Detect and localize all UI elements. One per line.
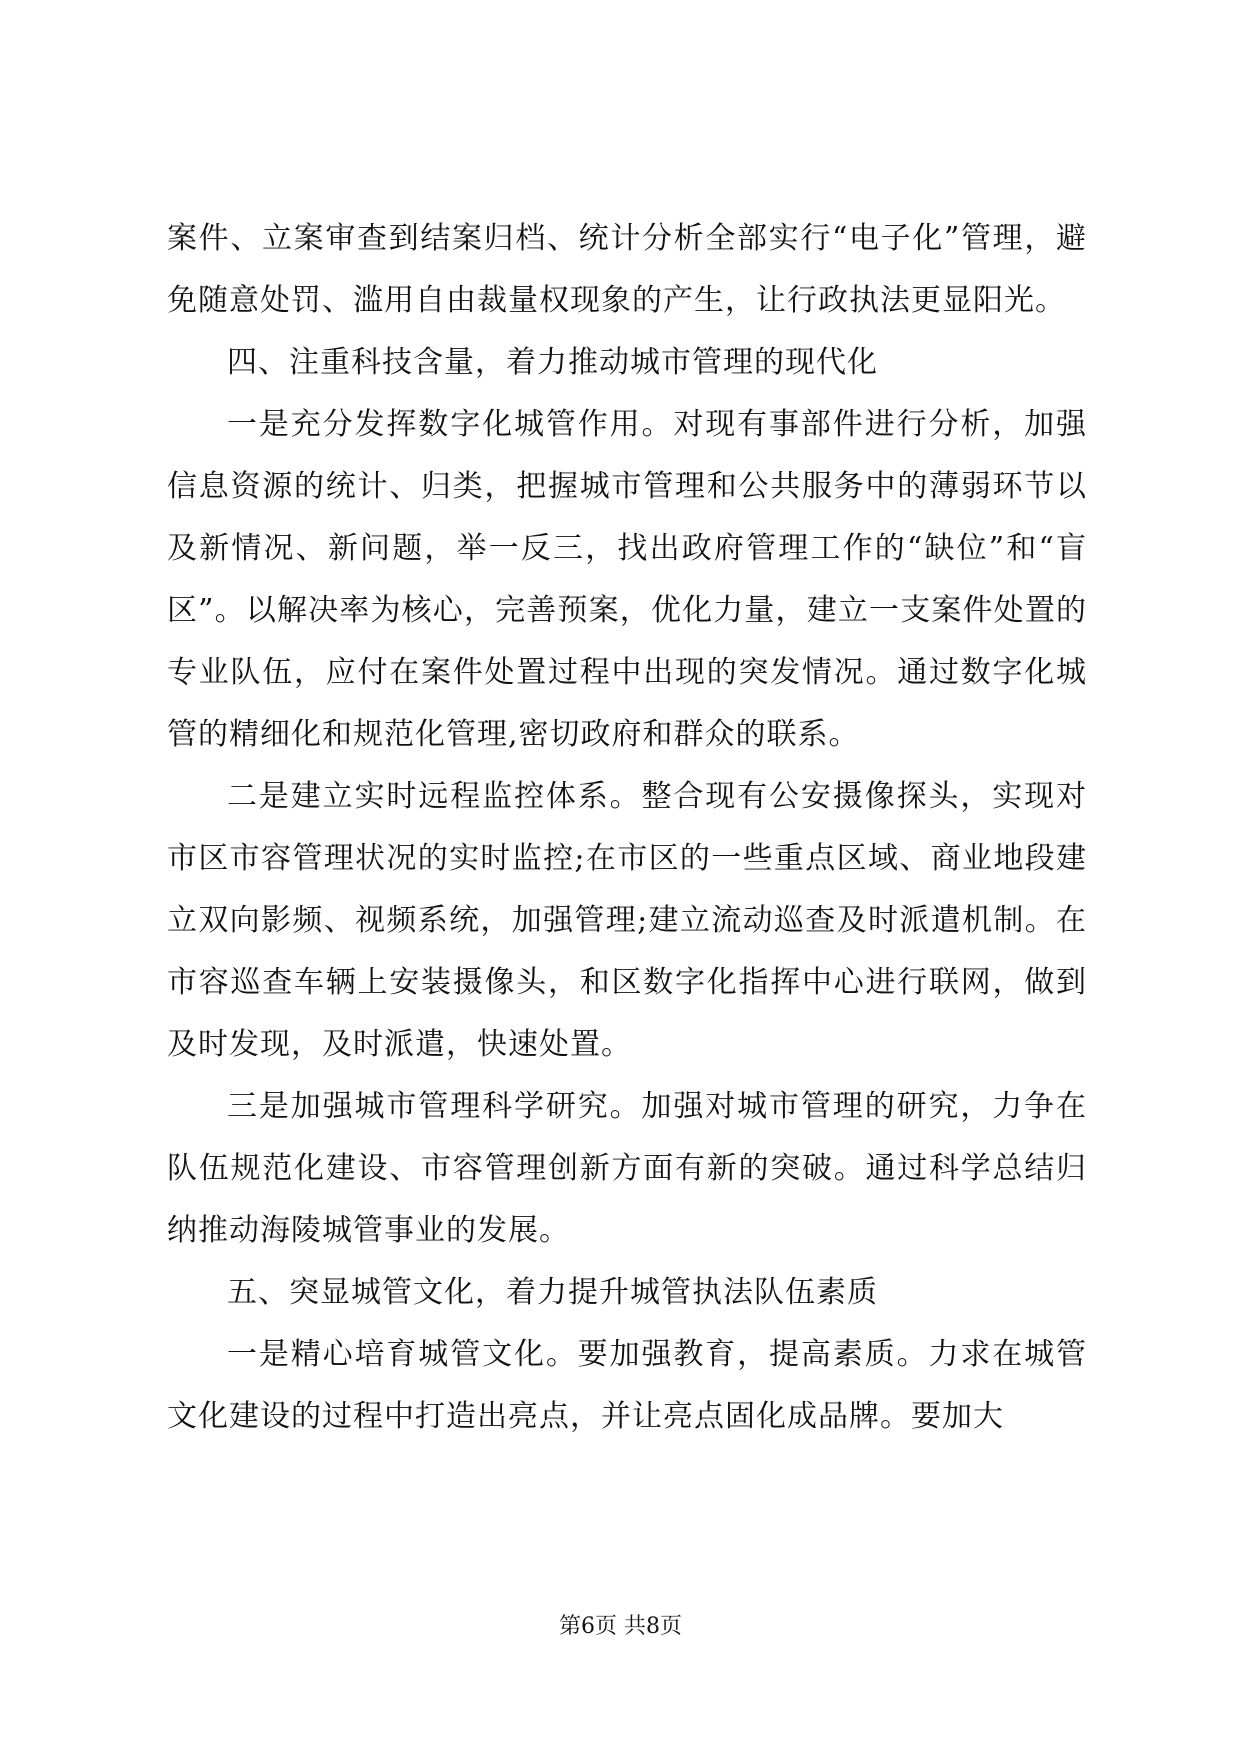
paragraph-continuation: 案件、立案审查到结案归档、统计分析全部实行“电子化”管理，避免随意处罚、滥用自由裁量权现象的产生，让行政执法更显阳光。	[167, 221, 1087, 318]
paragraph-urban-culture: 一是精心培育城管文化。要加强教育，提高素质。力求在城管文化建设的过程中打造出亮点，并让亮点固化成品牌。要加大	[167, 1337, 1087, 1434]
page-footer	[0, 1612, 1241, 1642]
paragraph-scientific-research: 三是加强城市管理科学研究。加强对城市管理的研究，力争在队伍规范化建设、市容管理创新方面有新的突破。通过科学总结归纳推动海陵城管事业的发展。	[167, 1089, 1087, 1248]
section-heading-five: 五、突显城管文化，着力提升城管执法队伍素质	[227, 1275, 878, 1310]
page-number-label: 第6页 共8页	[559, 1614, 682, 1639]
paragraph-remote-monitoring: 二是建立实时远程监控体系。整合现有公安摄像探头，实现对市区市容管理状况的实时监控;在市区的一些重点区域、商业地段建立双向影频、视频系统，加强管理;建立流动巡查及时派遣机制。在市容巡查车辆上安装摄像头，和区数字化指挥中心进行联网，做到及时发现，及时派遣，快速处置。	[167, 779, 1087, 1062]
section-heading-four: 四、注重科技含量，着力推动城市管理的现代化	[227, 345, 878, 380]
document-body	[167, 208, 1087, 1448]
paragraph-digital-management: 一是充分发挥数字化城管作用。对现有事部件进行分析，加强信息资源的统计、归类，把握城市管理和公共服务中的薄弱环节以及新情况、新问题，举一反三，找出政府管理工作的“缺位”和“盲区”。以解决率为核心，完善预案，优化力量，建立一支案件处置的专业队伍，应付在案件处置过程中出现的突发情况。通过数字化城管的精细化和规范化管理,密切政府和群众的联系。	[167, 407, 1087, 752]
